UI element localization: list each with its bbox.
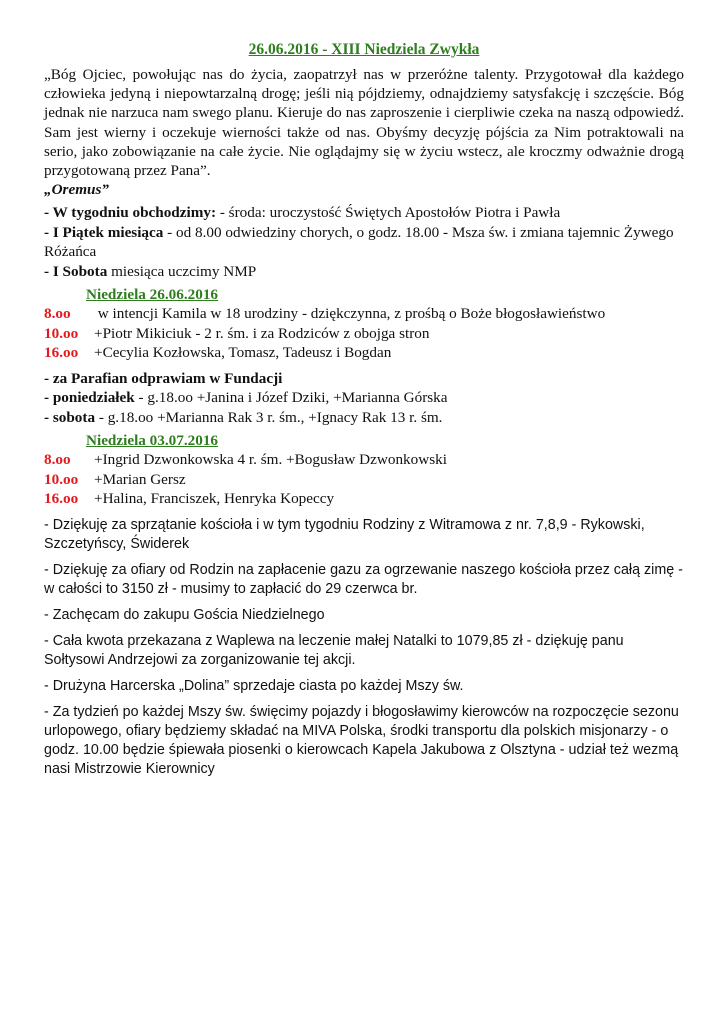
announcement-text: miesiąca uczcimy NMP: [107, 262, 257, 280]
fundacja-section: [44, 369, 684, 428]
page-title: 26.06.2016 - XIII Niedziela Zwykła: [248, 41, 480, 58]
mass-intention: +Cecylia Kozłowska, Tomasz, Tadeusz i Bogdan: [94, 344, 392, 362]
mass-intention: +Piotr Mikiciuk - 2 r. śm. i za Rodziców z obojga stron: [94, 324, 430, 342]
announcement-label: - W tygodniu obchodzimy:: [44, 204, 217, 222]
announcement-item: [44, 203, 684, 223]
mass-row: [44, 324, 684, 344]
announcement-label: - I Sobota: [44, 262, 108, 280]
sunday-heading: Niedziela 03.07.2016: [86, 432, 219, 450]
announcement-item: [44, 262, 684, 282]
mass-time: 16.oo: [44, 344, 79, 362]
fundacja-row: [44, 408, 684, 428]
fundacja-heading: - za Parafian odprawiam w Fundacji: [44, 369, 283, 387]
mass-intention: w intencji Kamila w 18 urodziny - dziękczynna, z prośbą o Boże błogosławieństwo: [94, 305, 606, 323]
notice-paragraph: - Za tydzień po każdej Mszy św. święcimy pojazdy i błogosławimy kierowców na rozpoczęcie sezonu urlopowego, ofiary będziemy składać na MIVA Polska, środki transportu dla polskich misjonarzy - o godz. 10.00 będzie śpiewała piosenki o kierowcach Kapela Jakubowa z Olsztyna - udział też wezmą nasi Mistrzowie Kierownicy: [44, 703, 679, 777]
bulletin-page: [44, 40, 684, 779]
mass-row: [44, 489, 684, 509]
mass-schedule: [44, 304, 684, 363]
announcement-item: [44, 223, 684, 262]
mass-time: 8.oo: [44, 305, 71, 323]
fundacja-text: - g.18.oo +Marianna Rak 3 r. śm., +Ignacy Rak 13 r. śm.: [95, 408, 443, 426]
fundacja-row: [44, 388, 684, 408]
mass-time: 10.oo: [44, 324, 79, 342]
mass-intention: +Ingrid Dzwonkowska 4 r. śm. +Bogusław Dzwonkowski: [94, 451, 447, 469]
fundacja-text: - g.18.oo +Janina i Józef Dziki, +Marianna Górska: [134, 389, 448, 407]
mass-intention: +Halina, Franciszek, Henryka Kopeccy: [94, 490, 335, 508]
notice-paragraph: - Cała kwota przekazana z Waplewa na leczenie małej Natalki to 1079,85 zł - dziękuję panu Sołtysowi Andrzejowi za zorganizowanie tej akcji.: [44, 632, 624, 668]
notice-paragraph: - Dziękuję za ofiary od Rodzin na zapłacenie gazu za ogrzewanie naszego kościoła przez całą zimę - w całości to 3150 zł - musimy to zapłacić do 29 czerwca br.: [44, 561, 683, 597]
announcement-text: - środa: uroczystość Świętych Apostołów Piotra i Pawła: [216, 204, 561, 222]
fundacja-day: - sobota: [44, 408, 96, 426]
opening-quote: [44, 65, 684, 199]
mass-time: 16.oo: [44, 490, 79, 508]
notice-paragraph: - Drużyna Harcerska „Dolina” sprzedaje ciasta po każdej Mszy św.: [44, 677, 464, 694]
mass-intention: +Marian Gersz: [94, 470, 186, 488]
quote-text: „Bóg Ojciec, powołując nas do życia, zaopatrzył nas w przeróżne talenty. Przygotował dla każdego człowieka jedyną i niepowtarzalną drogę; jeśli nią pójdziemy, odnajdziemy satysfakcję i szczęście. Bóg jednak nie narzuca nam swego planu. Kieruje do nas zaproszenie i cierpliwie czeka na naszą odpowiedź. Sam jest wierny i oczekuje wierności także od nas. Obyśmy decyzję pójścia za Nim potraktowali na serio, jako zobowiązanie na całe życie. Nie oglądajmy się w życiu wstecz, ale kroczmy odważnie drogą przygotowaną przez Pana”.: [44, 66, 684, 180]
mass-time: 8.oo: [44, 451, 71, 469]
mass-row: [44, 304, 684, 324]
notice-paragraph: - Zachęcam do zakupu Gościa Niedzielnego: [44, 606, 325, 623]
announcements: [44, 203, 684, 281]
mass-schedule: [44, 450, 684, 509]
announcement-text: - od 8.00 odwiedziny chorych, o godz. 18.00 - Msza św. i zmiana tajemnic Żywego Różańca: [44, 223, 674, 261]
mass-row: [44, 470, 684, 490]
fundacja-day: - poniedziałek: [44, 389, 135, 407]
mass-row: [44, 450, 684, 470]
sunday-heading: Niedziela 26.06.2016: [86, 286, 219, 304]
mass-time: 10.oo: [44, 470, 79, 488]
mass-row: [44, 343, 684, 363]
notice-paragraph: - Dziękuję za sprzątanie kościoła i w tym tygodniu Rodziny z Witramowa z nr. 7,8,9 - Rykowski, Szczetyńscy, Świderek: [44, 516, 645, 552]
quote-closing: „Oremus”: [44, 181, 109, 199]
announcement-label: - I Piątek miesiąca: [44, 223, 164, 241]
